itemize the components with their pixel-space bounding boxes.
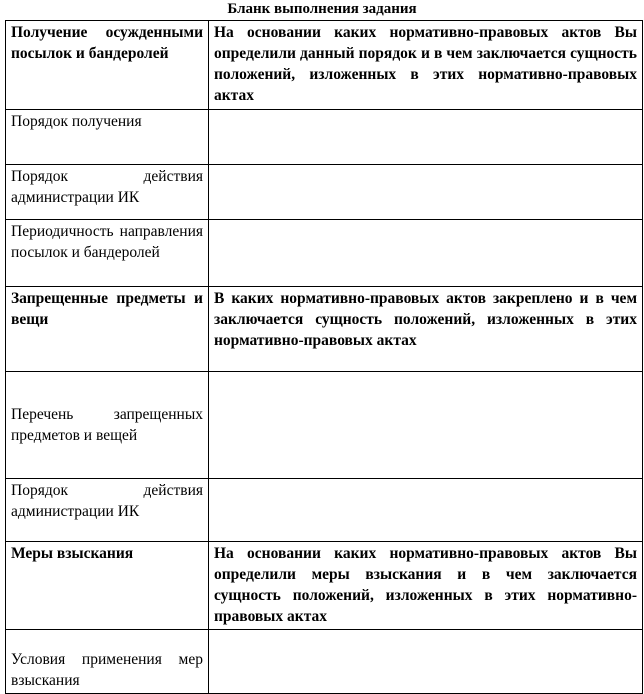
row-label: Периодичность направления посылок и бандеролей (6, 220, 209, 287)
section-question: На основании каких нормативно-правовых актов Вы определили данный порядок и в чем заключается сущность положений, изложенных в этих нормативно-правовых актах (209, 21, 643, 110)
section-question: В каких нормативно-правовых актов закреплено и в чем заключается сущность положений, изложенных в этих нормативно-правовых актах (209, 287, 643, 372)
table-row (6, 630, 643, 694)
answer-cell[interactable] (209, 630, 643, 694)
answer-cell[interactable] (209, 165, 643, 220)
table-row (6, 479, 643, 542)
answer-cell[interactable] (209, 110, 643, 165)
row-label: Перечень запрещенных предметов и вещей (6, 372, 209, 479)
section-header-parcels (6, 21, 643, 110)
section-header-prohibited (6, 287, 643, 372)
section-question: На основании каких нормативно-правовых актов Вы определили меры взыскания и в чем заключается сущность положений, изложенных в этих нормативно-правовых актах (209, 542, 643, 630)
section-title: Меры взыскания (6, 542, 209, 630)
table-row (6, 220, 643, 287)
section-title: Запрещенные предметы и вещи (6, 287, 209, 372)
row-label: Условия применения мер взыскания (6, 630, 209, 694)
table-row (6, 165, 643, 220)
answer-cell[interactable] (209, 372, 643, 479)
row-label: Порядок получения (6, 110, 209, 165)
row-label: Порядок действия администрации ИК (6, 165, 209, 220)
table-row (6, 110, 643, 165)
form-title: Бланк выполнения задания (227, 1, 417, 17)
table-row (6, 372, 643, 479)
assignment-table (5, 20, 643, 694)
section-title: Получение осужденными посылок и бандеролей (6, 21, 209, 110)
answer-cell[interactable] (209, 220, 643, 287)
answer-cell[interactable] (209, 479, 643, 542)
section-header-penalties (6, 542, 643, 630)
row-label: Порядок действия администрации ИК (6, 479, 209, 542)
